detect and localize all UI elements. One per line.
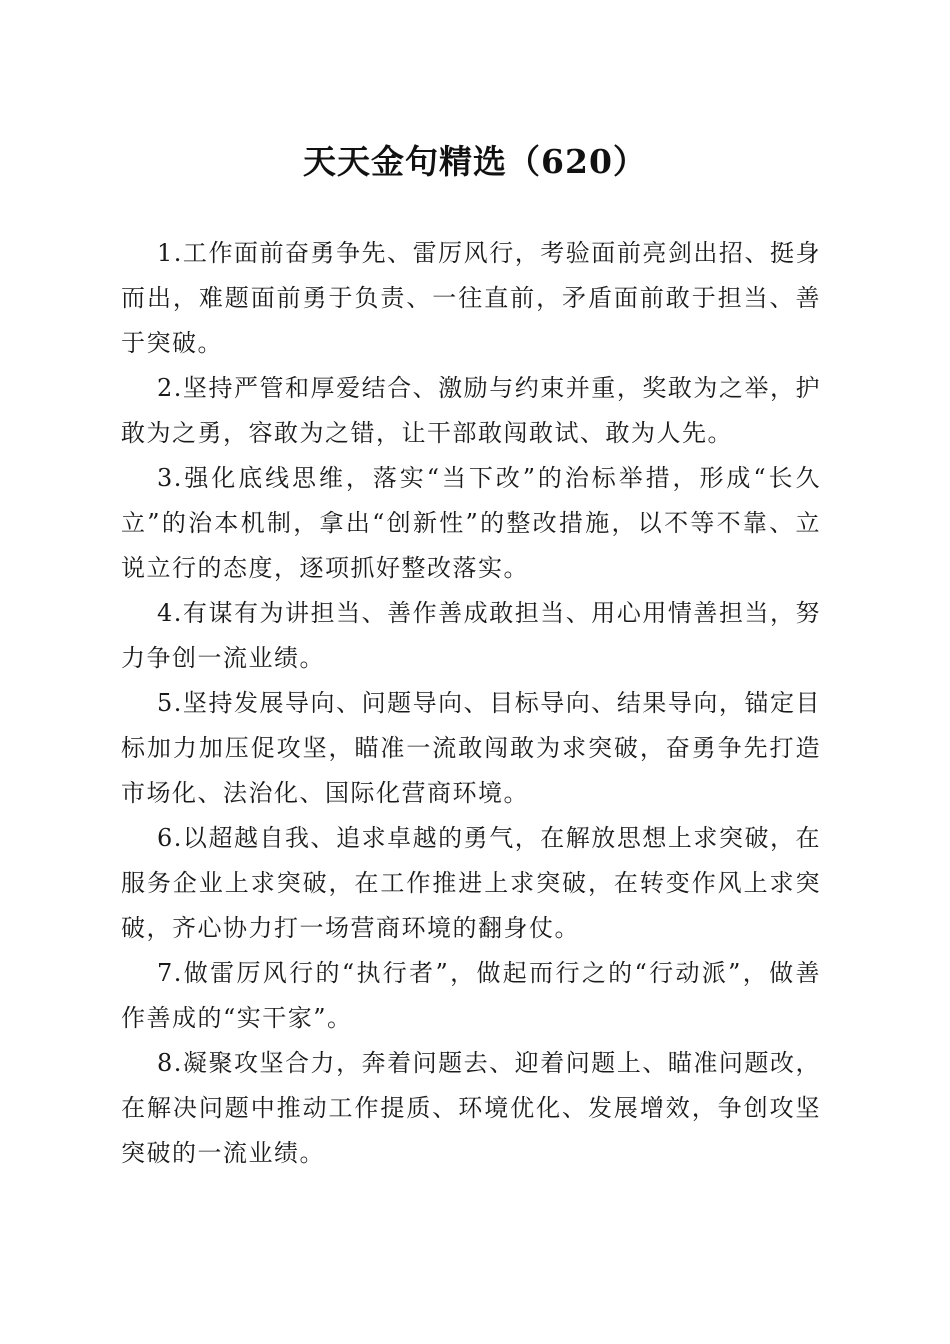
page-title: 天天金句精选（620） [303,142,647,181]
paragraph-6: 6.以超越自我、追求卓越的勇气，在解放思想上求突破，在服务企业上求突破，在工作推进上求突破，在转变作风上求突破，齐心协力打一场营商环境的翻身仗。 [121,824,821,942]
document-body [121,231,821,1176]
paragraph-8: 8.凝聚攻坚合力，奔着问题去、迎着问题上、瞄准问题改，在解决问题中推动工作提质、环境优化、发展增效，争创攻坚突破的一流业绩。 [121,1049,821,1167]
paragraph-5: 5.坚持发展导向、问题导向、目标导向、结果导向，锚定目标加力加压促攻坚，瞄准一流敢闯敢为求突破，奋勇争先打造市场化、法治化、国际化营商环境。 [121,689,821,807]
paragraph-2: 2.坚持严管和厚爱结合、激励与约束并重，奖敢为之举，护敢为之勇，容敢为之错，让干部敢闯敢试、敢为人先。 [121,374,821,447]
paragraph-1: 1.工作面前奋勇争先、雷厉风行，考验面前亮剑出招、挺身而出，难题面前勇于负责、一往直前，矛盾面前敢于担当、善于突破。 [121,239,821,357]
paragraph-4: 4.有谋有为讲担当、善作善成敢担当、用心用情善担当，努力争创一流业绩。 [121,599,821,672]
paragraph-3: 3.强化底线思维，落实“当下改”的治标举措，形成“长久立”的治本机制，拿出“创新性”的整改措施，以不等不靠、立说立行的态度，逐项抓好整改落实。 [121,464,821,582]
paragraph-7: 7.做雷厉风行的“执行者”，做起而行之的“行动派”，做善作善成的“实干家”。 [121,959,821,1032]
